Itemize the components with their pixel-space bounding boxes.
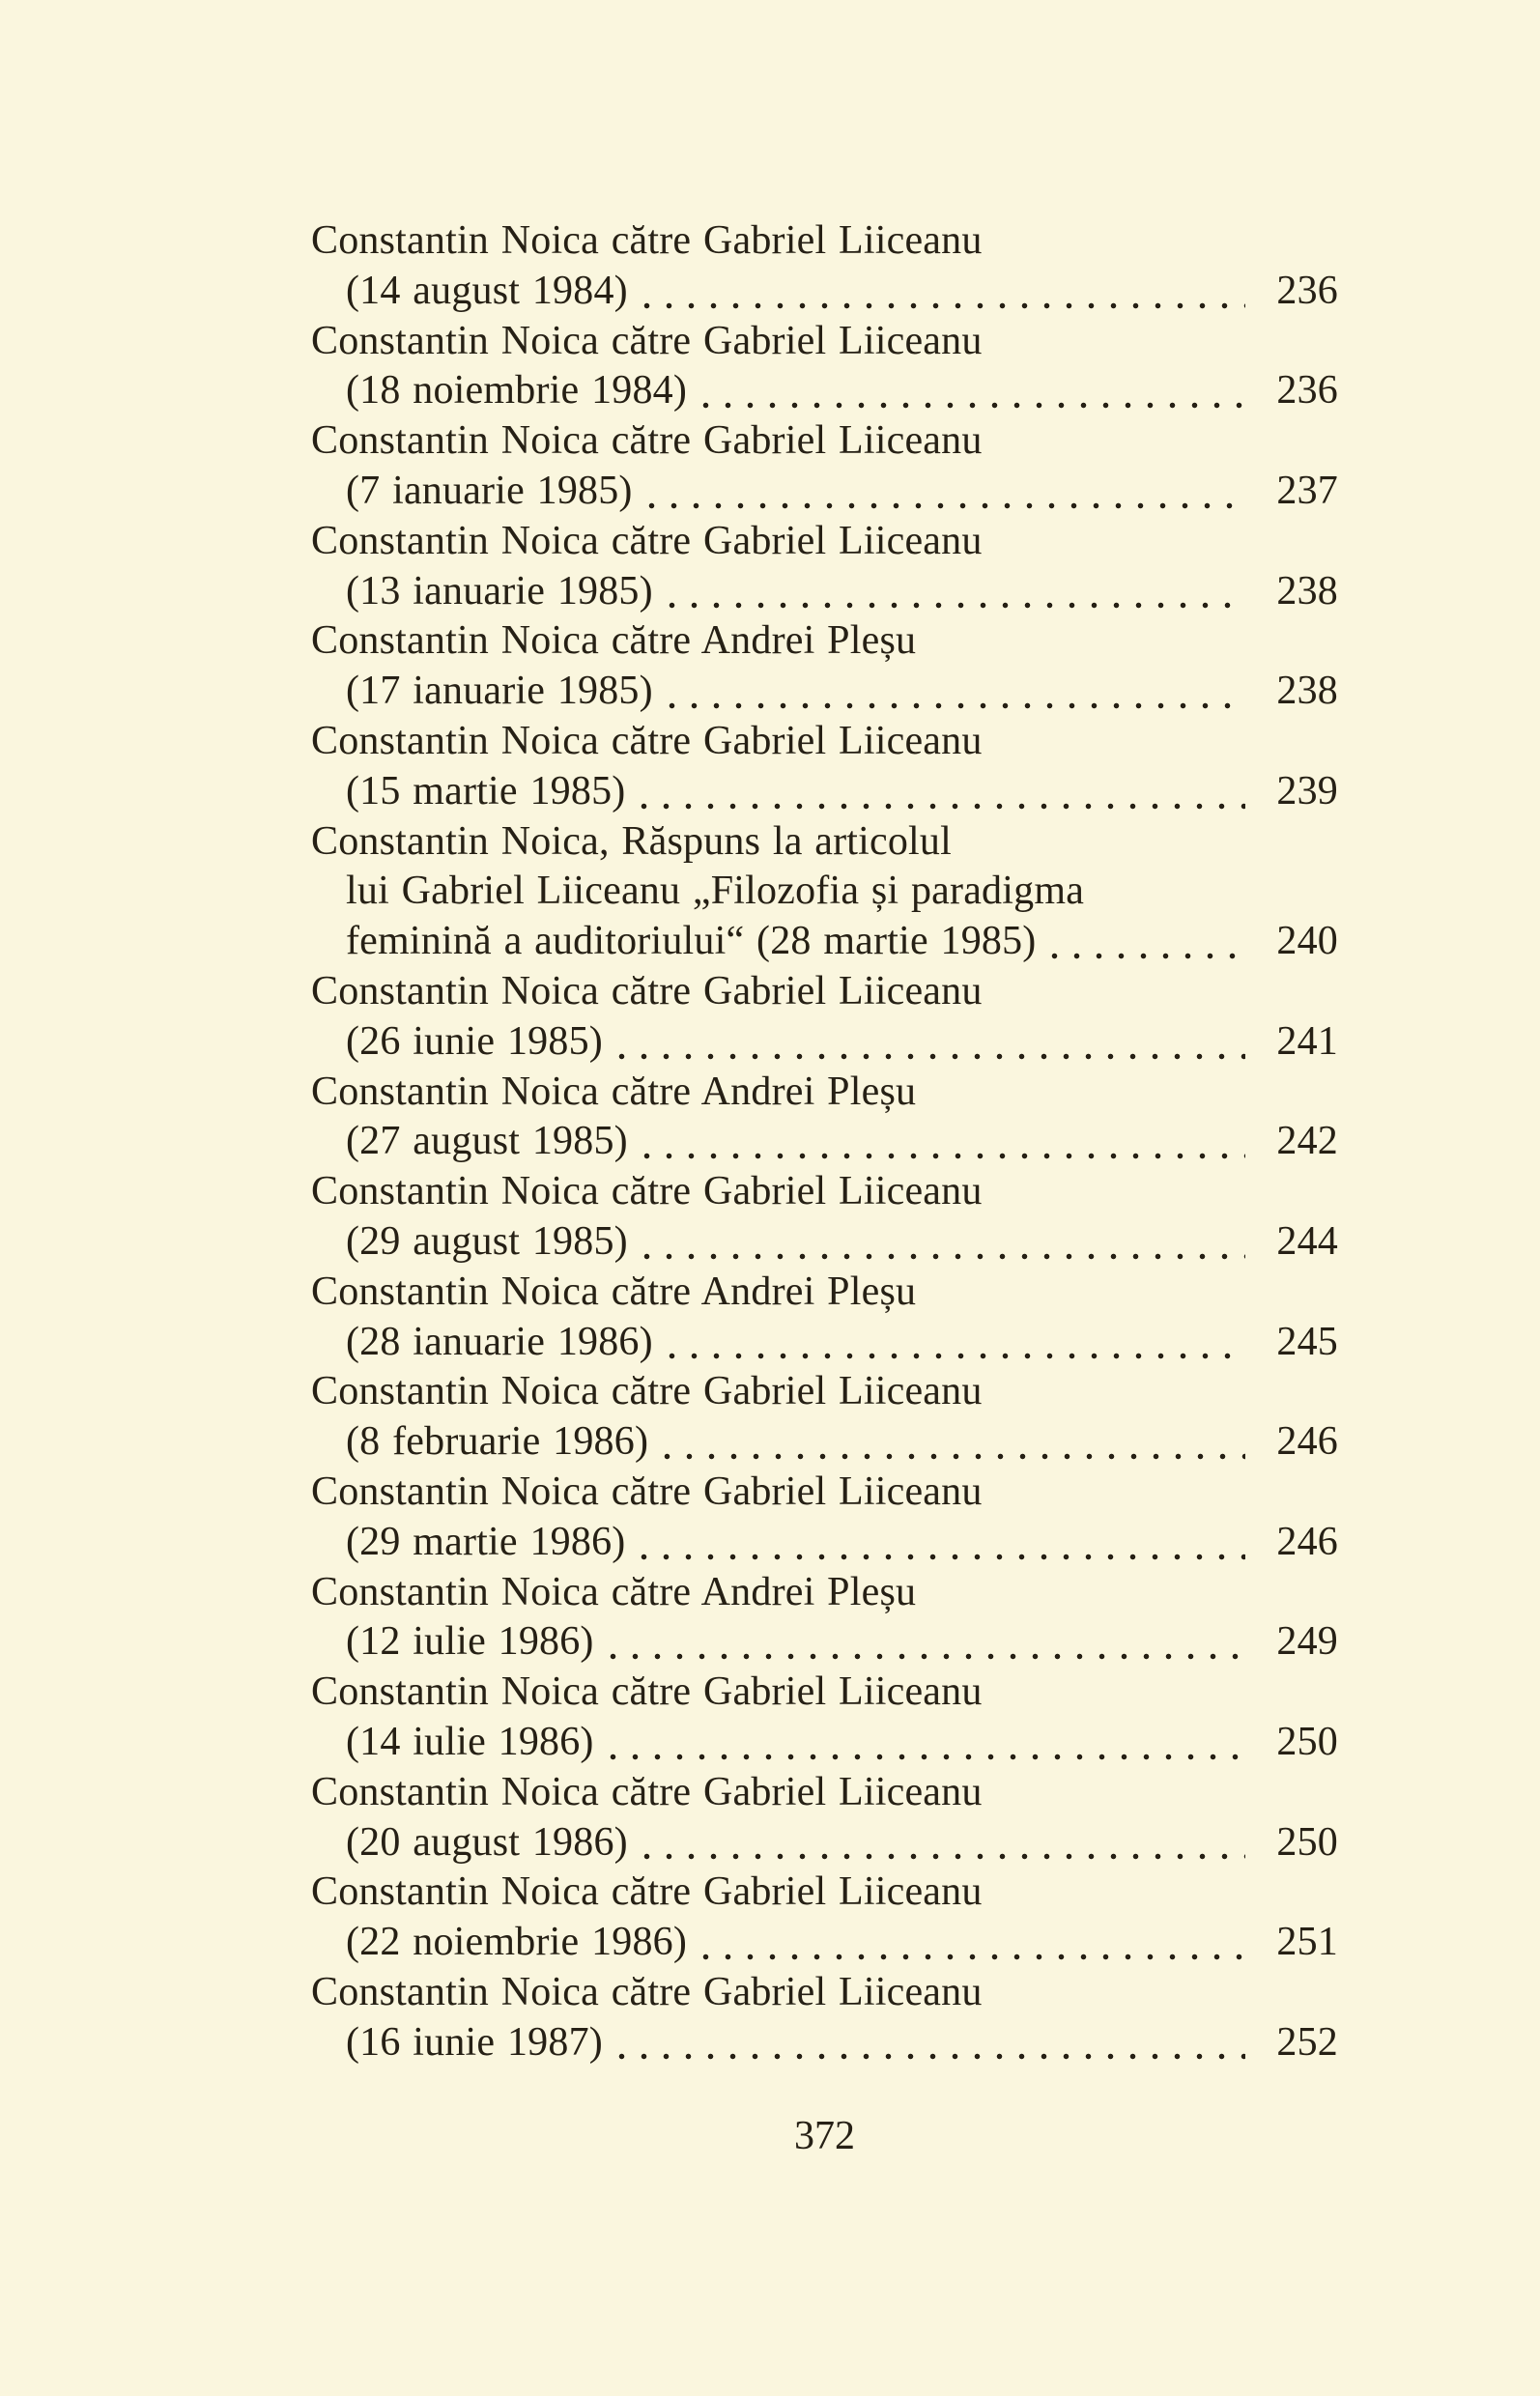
toc-entry-title: Constantin Noica către Gabriel Liiceanu: [311, 718, 983, 763]
toc-entry-dateline: [311, 1017, 1338, 1068]
toc-page-number: 236: [1276, 368, 1338, 414]
dot-leader: [636, 267, 1245, 317]
dot-leader: [636, 1818, 1245, 1868]
toc-entry: [311, 1968, 1338, 2068]
toc-entry: [311, 317, 1338, 417]
toc-entry-title: Constantin Noica către Gabriel Liiceanu: [311, 1469, 983, 1514]
toc-page-number: 250: [1276, 1719, 1338, 1764]
dot-leader: [695, 1918, 1245, 1968]
toc-entry: [311, 717, 1338, 817]
toc-page-number: 251: [1276, 1920, 1338, 1965]
toc-entry-title: Constantin Noica către Gabriel Liiceanu: [311, 218, 983, 263]
toc-entry-date: (15 martie 1985): [346, 768, 626, 813]
toc-page-number: 242: [1276, 1119, 1338, 1164]
toc-page-number: 238: [1276, 669, 1338, 714]
toc-entry-date: (29 martie 1986): [346, 1519, 626, 1564]
dot-leader: [633, 1518, 1245, 1568]
dot-leader: [636, 1117, 1245, 1167]
toc-entry-dateline: [311, 917, 1338, 967]
toc-entry-date: (27 august 1985): [346, 1119, 628, 1164]
toc-entry-date: (7 ianuarie 1985): [346, 468, 633, 513]
toc-entry-dateline: [311, 667, 1338, 717]
toc-entry: [311, 1367, 1338, 1468]
toc-entry-date: (16 iunie 1987): [346, 2019, 603, 2065]
toc-page-number: 237: [1276, 468, 1338, 513]
toc-entry-title: Constantin Noica către Gabriel Liiceanu: [311, 968, 983, 1013]
toc-entry-title: Constantin Noica către Andrei Pleșu: [311, 1069, 917, 1114]
dot-leader: [602, 1617, 1245, 1668]
toc-entry-date: (28 ianuarie 1986): [346, 1319, 653, 1364]
toc-entry-title: Constantin Noica către Gabriel Liiceanu: [311, 418, 983, 464]
dot-leader: [1043, 917, 1245, 967]
toc-entry-date: (29 august 1985): [346, 1218, 628, 1264]
toc-page-number: 240: [1276, 919, 1338, 964]
toc-entry-title: Constantin Noica către Andrei Pleșu: [311, 1569, 917, 1614]
toc-entry-title: Constantin Noica către Gabriel Liiceanu: [311, 1369, 983, 1414]
toc-entry-date: feminină a auditoriului“ (28 martie 1985): [346, 919, 1037, 964]
toc-page-number: 245: [1276, 1319, 1338, 1364]
dot-leader: [661, 1318, 1245, 1368]
toc-entry-dateline: [311, 1518, 1338, 1568]
toc-page-number: 249: [1276, 1619, 1338, 1665]
toc-entry-dateline: [311, 1117, 1338, 1167]
toc-entry-title: Constantin Noica, Răspuns la articolul: [311, 818, 952, 864]
toc-entry-dateline: [311, 366, 1338, 416]
toc-entry-title: Constantin Noica către Gabriel Liiceanu: [311, 1869, 983, 1915]
dot-leader: [611, 1017, 1245, 1068]
toc-entry: [311, 1068, 1338, 1168]
toc-page-number: 246: [1276, 1519, 1338, 1564]
toc-entry-dateline: [311, 1818, 1338, 1868]
toc-entry-dateline: [311, 267, 1338, 317]
toc-entry-date: (8 februarie 1986): [346, 1419, 649, 1465]
toc-entry: [311, 1668, 1338, 1768]
toc-entry-title: Constantin Noica către Gabriel Liiceanu: [311, 1169, 983, 1214]
toc-entry-date: (18 noiembrie 1984): [346, 368, 688, 414]
toc-entry-dateline: [311, 767, 1338, 817]
toc-entry: [311, 416, 1338, 517]
toc-entry-dateline: [311, 1617, 1338, 1668]
toc-entry: [311, 1868, 1338, 1968]
dot-leader: [661, 567, 1245, 617]
toc-entry: [311, 967, 1338, 1068]
toc-page-number: 250: [1276, 1819, 1338, 1865]
toc-entry: [311, 817, 1338, 967]
toc-entry-title: Constantin Noica către Gabriel Liiceanu: [311, 1769, 983, 1814]
toc-entry-date: (12 iulie 1986): [346, 1619, 594, 1665]
toc-page-number: 238: [1276, 568, 1338, 613]
toc-entry: [311, 216, 1338, 317]
toc-entry: [311, 1167, 1338, 1268]
toc-entry-title: Constantin Noica către Gabriel Liiceanu: [311, 1669, 983, 1715]
toc-entry: [311, 1768, 1338, 1868]
dot-leader: [695, 366, 1245, 416]
toc-entry: [311, 517, 1338, 617]
dot-leader: [661, 667, 1245, 717]
toc-entry: [311, 616, 1338, 717]
toc-entry-dateline: [311, 2018, 1338, 2068]
dot-leader: [611, 2018, 1245, 2068]
toc-entry-title: Constantin Noica către Gabriel Liiceanu: [311, 518, 983, 563]
toc-entry-date: (17 ianuarie 1985): [346, 669, 653, 714]
toc-entry-title: Constantin Noica către Andrei Pleșu: [311, 618, 917, 664]
toc-page-number: 244: [1276, 1218, 1338, 1264]
toc-entry-dateline: [311, 1718, 1338, 1768]
toc-page-number: 241: [1276, 1018, 1338, 1064]
dot-leader: [633, 767, 1245, 817]
toc-page-number: 246: [1276, 1419, 1338, 1465]
toc-entry-title: Constantin Noica către Gabriel Liiceanu: [311, 1969, 983, 2014]
toc-entry-title: Constantin Noica către Andrei Pleșu: [311, 1269, 917, 1314]
toc-entry-dateline: [311, 1918, 1338, 1968]
toc-entry: [311, 1468, 1338, 1568]
toc-entry-dateline: [311, 1217, 1338, 1268]
footer-page-number: 372: [794, 2114, 855, 2158]
toc-entry-dateline: [311, 1318, 1338, 1368]
toc-entry-date: (22 noiembrie 1986): [346, 1920, 688, 1965]
dot-leader: [602, 1718, 1245, 1768]
dot-leader: [641, 467, 1245, 517]
toc-entry-dateline: [311, 467, 1338, 517]
toc-entry-date: (14 august 1984): [346, 268, 628, 313]
toc-entry-date: (26 iunie 1985): [346, 1018, 603, 1064]
toc-entry-dateline: [311, 567, 1338, 617]
toc-page-number: 236: [1276, 268, 1338, 313]
dot-leader: [656, 1417, 1245, 1468]
dot-leader: [636, 1217, 1245, 1268]
toc-list: [311, 216, 1338, 2068]
toc-entry-date: (13 ianuarie 1985): [346, 568, 653, 613]
toc-entry-date: (20 august 1986): [346, 1819, 628, 1865]
toc-entry: [311, 1568, 1338, 1669]
toc-entry: [311, 1268, 1338, 1368]
toc-entry-continuation: lui Gabriel Liiceanu „Filozofia și paradigma: [346, 869, 1085, 914]
toc-page-number: 239: [1276, 768, 1338, 813]
toc-entry-date: (14 iulie 1986): [346, 1719, 594, 1764]
toc-page-number: 252: [1276, 2019, 1338, 2065]
toc-entry-dateline: [311, 1417, 1338, 1468]
toc-entry-title: Constantin Noica către Gabriel Liiceanu: [311, 318, 983, 363]
